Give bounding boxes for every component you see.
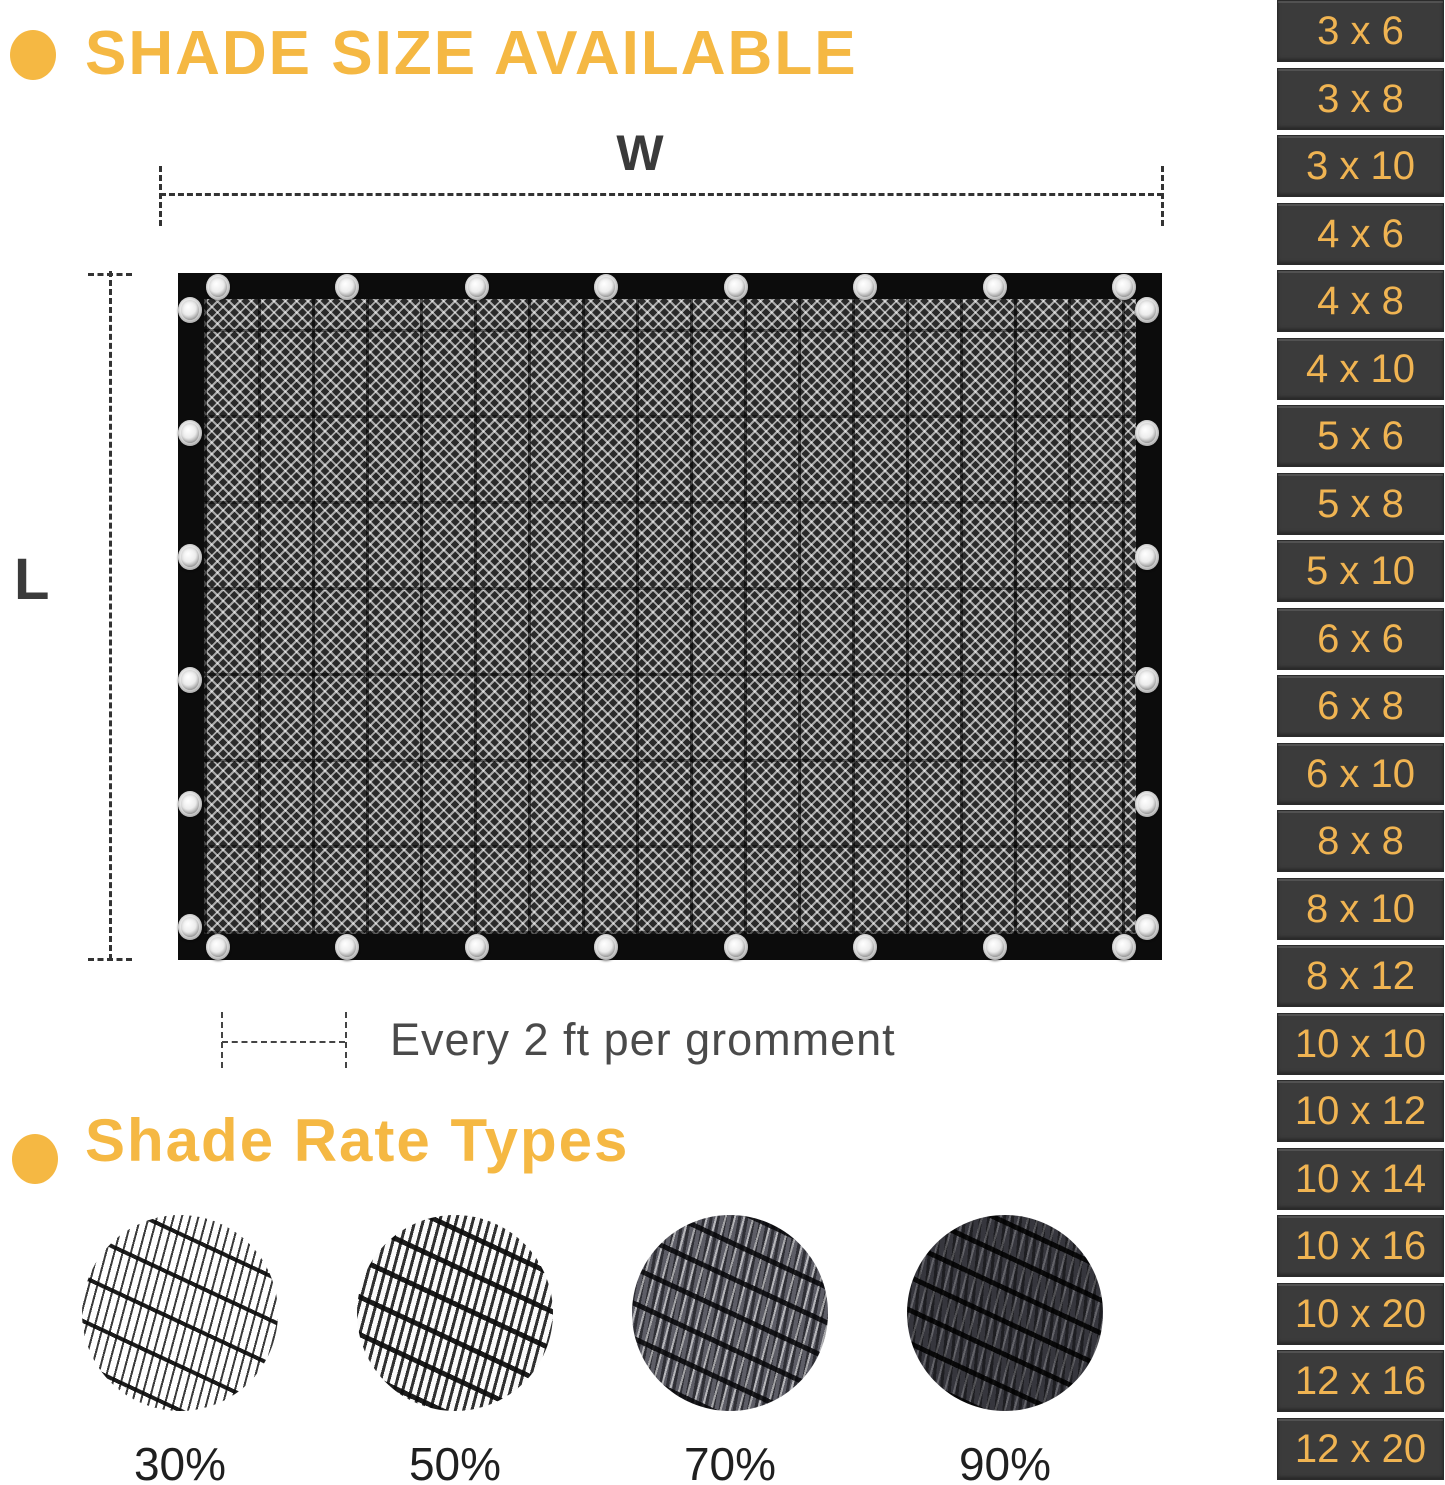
grommet-icon <box>465 274 489 300</box>
size-item: 8 x 8 <box>1277 810 1444 872</box>
grommet-spacing-note: Every 2 ft per gromment <box>390 1014 896 1065</box>
grommet-icon <box>594 934 618 960</box>
shade-rate-samples <box>82 1215 1103 1485</box>
width-dimension-tick-right <box>1161 166 1164 226</box>
grommet-icon <box>178 297 202 323</box>
size-item: 5 x 6 <box>1277 405 1444 467</box>
grommet-icon <box>1135 297 1159 323</box>
grommet-spacing-bracket-tick-left <box>221 1012 223 1068</box>
page-title: SHADE SIZE AVAILABLE <box>85 19 858 88</box>
shade-rate-label: 30% <box>133 1438 227 1485</box>
size-item: 10 x 12 <box>1277 1080 1444 1142</box>
grommet-icon <box>853 934 877 960</box>
size-item: 10 x 10 <box>1277 1013 1444 1075</box>
grommet-icon <box>594 274 618 300</box>
grommet-icon <box>335 934 359 960</box>
grommet-icon <box>335 274 359 300</box>
grommet-icon <box>178 420 202 446</box>
grommet-icon <box>853 274 877 300</box>
grommet-icon <box>178 667 202 693</box>
mesh-sample-icon-50 <box>357 1215 553 1411</box>
size-item: 10 x 14 <box>1277 1148 1444 1210</box>
size-item: 12 x 20 <box>1277 1418 1444 1480</box>
grommet-icon <box>1135 544 1159 570</box>
grommet-icon <box>1112 274 1136 300</box>
size-item: 4 x 8 <box>1277 270 1444 332</box>
shade-rate-sample <box>907 1215 1103 1485</box>
bullet-icon <box>12 1134 58 1184</box>
width-dimension-line <box>160 193 1163 196</box>
size-item: 3 x 6 <box>1277 0 1444 62</box>
grommet-icon <box>178 544 202 570</box>
bullet-icon <box>10 30 56 80</box>
grommet-spacing-bracket-tick-right <box>345 1012 347 1068</box>
size-item: 6 x 6 <box>1277 608 1444 670</box>
size-item: 4 x 6 <box>1277 203 1444 265</box>
grommet-icon <box>178 791 202 817</box>
mesh-sample-icon-30 <box>82 1215 278 1411</box>
grommet-icon <box>206 934 230 960</box>
shade-rate-label: 90% <box>958 1438 1052 1485</box>
size-item: 8 x 12 <box>1277 945 1444 1007</box>
size-item: 5 x 10 <box>1277 540 1444 602</box>
size-item: 6 x 10 <box>1277 743 1444 805</box>
shade-panel <box>178 273 1162 960</box>
grommet-icon <box>983 274 1007 300</box>
size-item: 5 x 8 <box>1277 473 1444 535</box>
grommet-icon <box>178 914 202 940</box>
size-item: 10 x 16 <box>1277 1215 1444 1277</box>
grommet-icon <box>1135 667 1159 693</box>
grommet-icon <box>465 934 489 960</box>
shade-rate-label: 50% <box>408 1438 502 1485</box>
length-dimension-tick-top <box>88 273 132 276</box>
grommet-icon <box>1135 791 1159 817</box>
shade-rate-label: 70% <box>683 1438 777 1485</box>
grommet-icon <box>1135 914 1159 940</box>
size-item: 12 x 16 <box>1277 1350 1444 1412</box>
size-item: 8 x 10 <box>1277 878 1444 940</box>
width-dimension-tick-left <box>159 166 162 226</box>
size-item: 3 x 8 <box>1277 68 1444 130</box>
grommet-icon <box>724 934 748 960</box>
grommet-icon <box>983 934 1007 960</box>
shade-rate-sample <box>632 1215 828 1485</box>
size-item: 3 x 10 <box>1277 135 1444 197</box>
width-dimension-label: W <box>616 125 664 181</box>
length-dimension-label: L <box>14 547 50 612</box>
mesh-sample-icon-70 <box>632 1215 828 1411</box>
grommet-icon <box>1135 420 1159 446</box>
size-item: 6 x 8 <box>1277 675 1444 737</box>
grommet-icon <box>1112 934 1136 960</box>
grommet-icon <box>206 274 230 300</box>
size-item: 4 x 10 <box>1277 338 1444 400</box>
grommet-icon <box>724 274 748 300</box>
length-dimension-line <box>109 271 112 960</box>
grommet-spacing-bracket-line <box>222 1041 345 1043</box>
shade-rate-sample <box>82 1215 278 1485</box>
section-title-rate-types: Shade Rate Types <box>85 1107 630 1174</box>
size-item: 10 x 20 <box>1277 1283 1444 1345</box>
mesh-sample-icon-90 <box>907 1215 1103 1411</box>
length-dimension-tick-bottom <box>88 958 132 961</box>
size-list <box>1277 0 1444 1485</box>
mesh-fabric-texture <box>204 299 1136 934</box>
shade-rate-sample <box>357 1215 553 1485</box>
